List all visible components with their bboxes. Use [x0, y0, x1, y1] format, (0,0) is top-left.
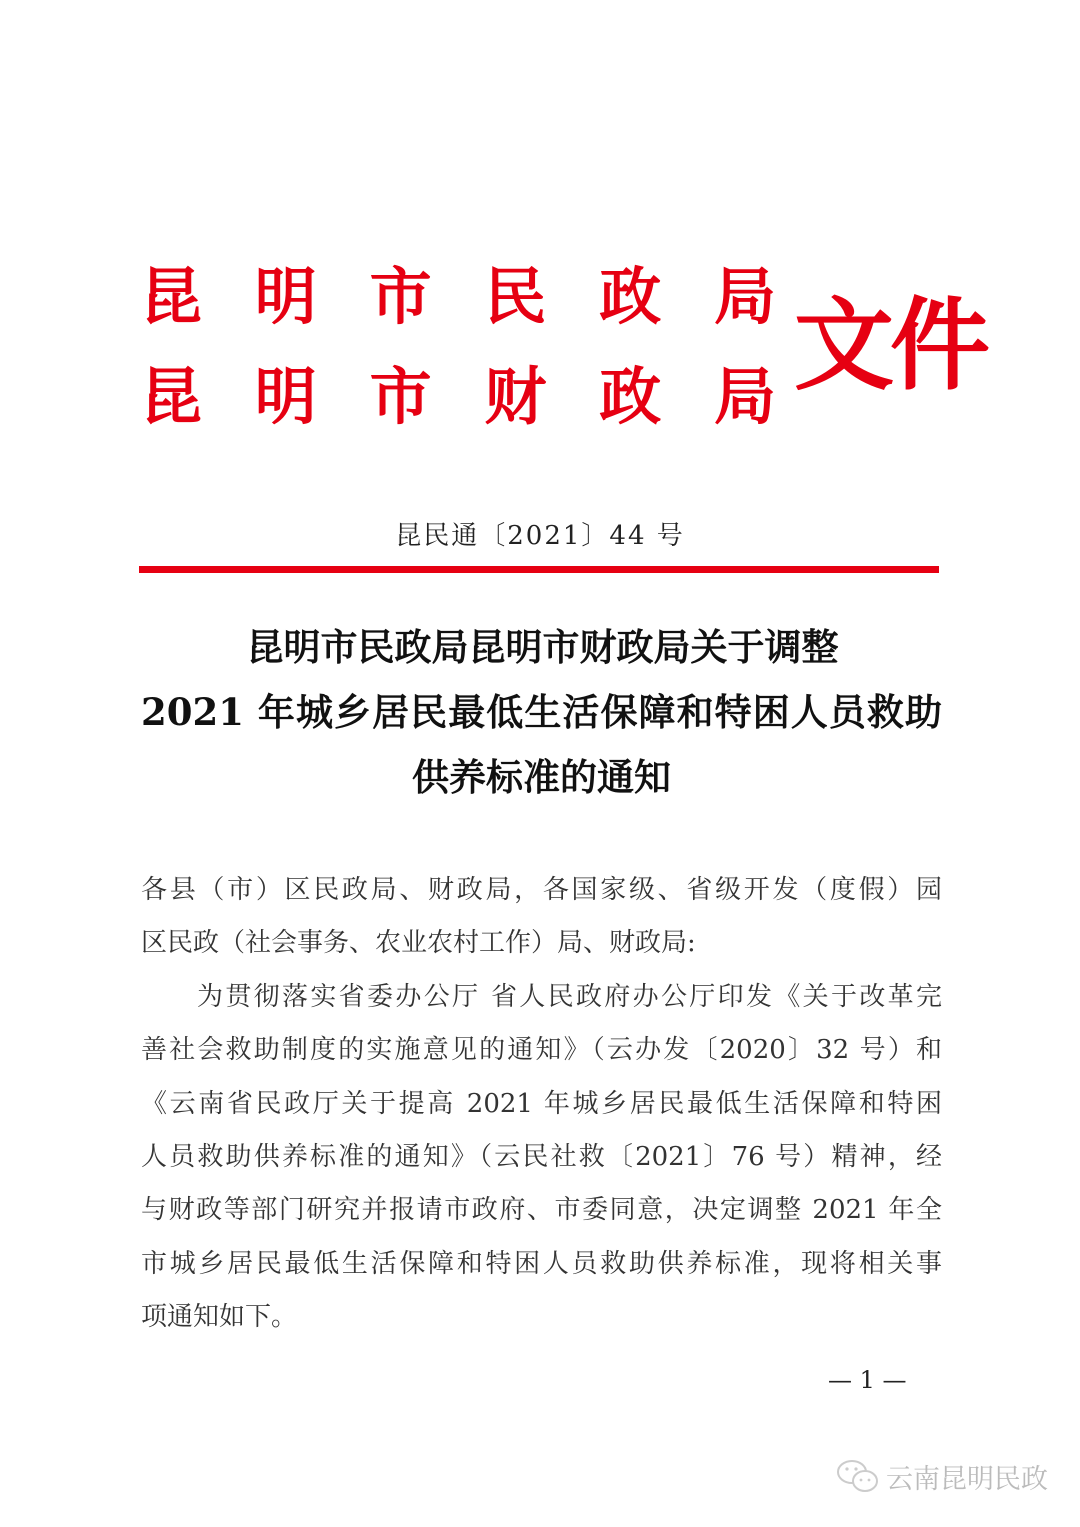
title-line-2: 2021 年城乡居民最低生活保障和特困人员救助 — [141, 690, 942, 734]
issuer-line-1: 昆明市民政局 — [140, 260, 776, 333]
red-divider — [139, 566, 939, 573]
body-line: 区民政（社会事务、农业农村工作）局、财政局: — [141, 928, 696, 958]
body-line: 《云南省民政厅关于提高 2021 年城乡居民最低生活保障和特困 — [141, 1089, 942, 1119]
watermark-text: 云南昆明民政 — [886, 1464, 1048, 1495]
issuer-line-2: 昆明市财政局 — [140, 360, 776, 433]
title-line-3: 供养标准的通知 — [412, 755, 671, 799]
body-line: 人员救助供养标准的通知》（云民社救〔2021〕76 号）精神，经 — [141, 1142, 942, 1172]
title-line-1: 昆明市民政局昆明市财政局关于调整 — [246, 625, 839, 669]
document-number: 昆民通〔2021〕44 号 — [395, 521, 685, 551]
body-line: 项通知如下。 — [141, 1302, 298, 1332]
document-label: 文件 — [794, 286, 986, 404]
body-line: 各县（市）区民政局、财政局，各国家级、省级开发（度假）园 — [141, 875, 942, 905]
body-line: 为贯彻落实省委办公厅 省人民政府办公厅印发《关于改革完 — [197, 982, 942, 1012]
body-line: 善社会救助制度的实施意见的通知》（云办发〔2020〕32 号）和 — [141, 1035, 942, 1065]
body-line: 与财政等部门研究并报请市政府、市委同意，决定调整 2021 年全 — [141, 1195, 942, 1225]
page-number: — 1 — — [828, 1366, 907, 1394]
watermark — [836, 1457, 1048, 1496]
body-line: 市城乡居民最低生活保障和特困人员救助供养标准，现将相关事 — [141, 1249, 942, 1279]
wechat-icon — [836, 1459, 880, 1495]
